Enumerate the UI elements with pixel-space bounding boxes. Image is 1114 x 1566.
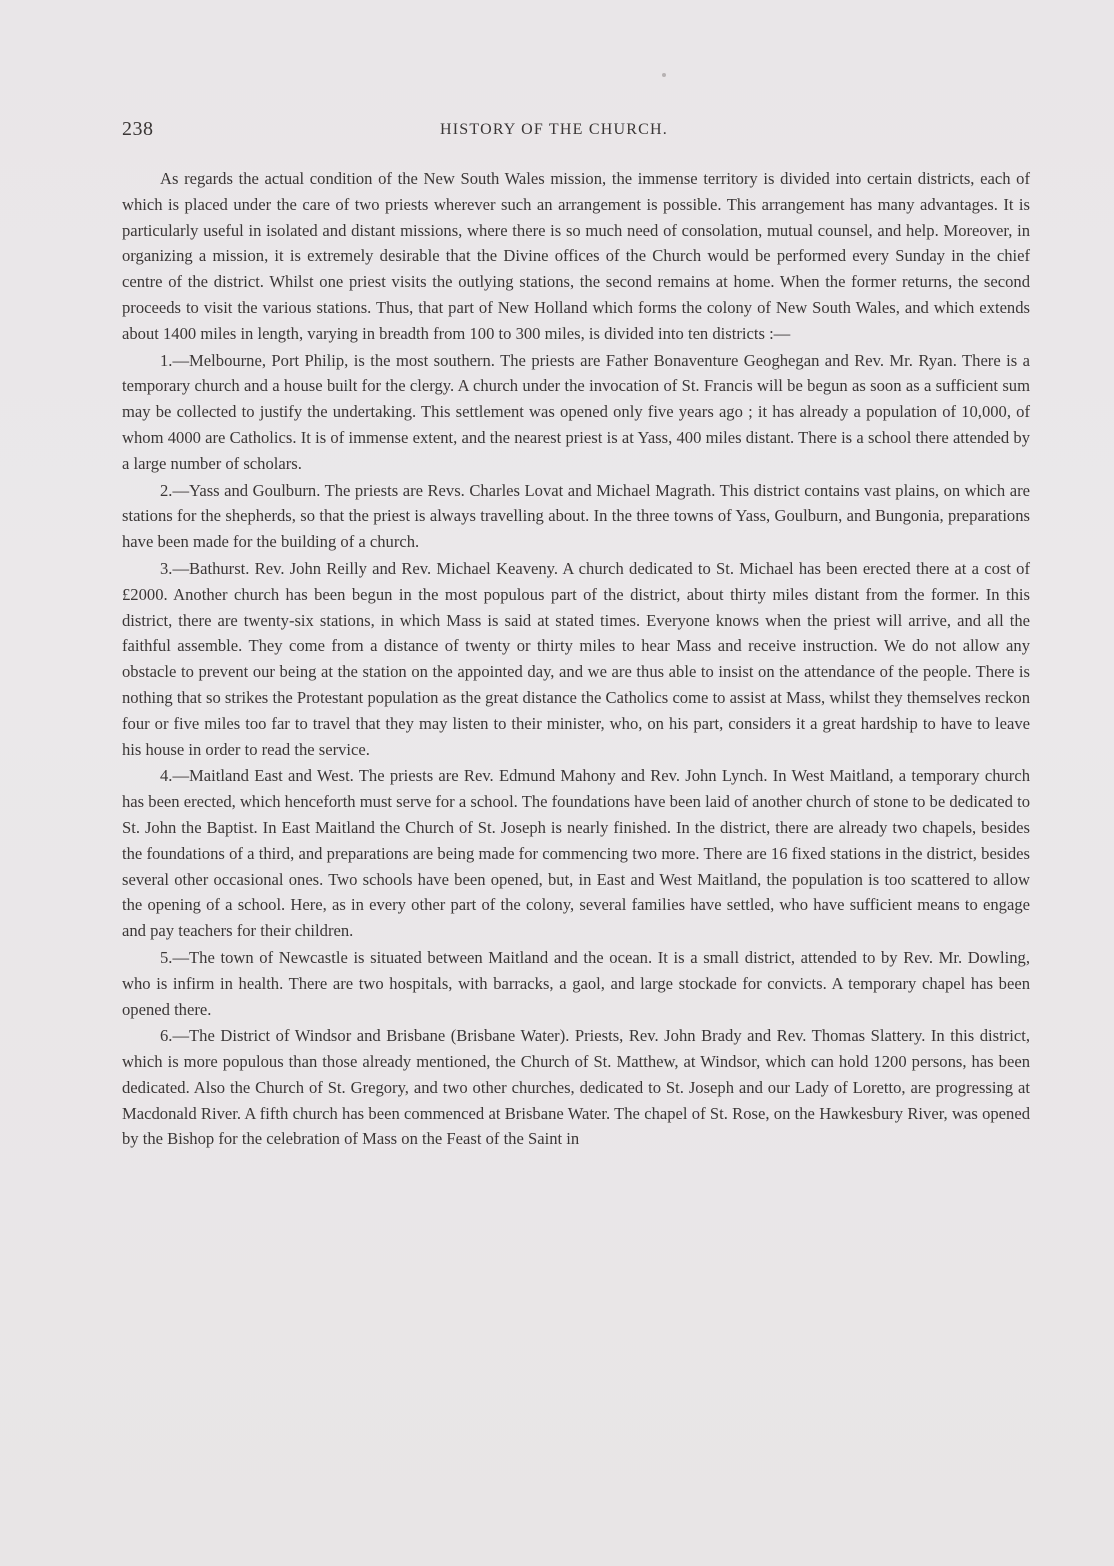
- paper-speck: [662, 73, 666, 77]
- running-head: HISTORY OF THE CHURCH.: [440, 121, 668, 138]
- page-header: [122, 118, 992, 144]
- paragraph-intro: As regards the actual condition of the New South Wales mission, the immense territory is divided into certain districts, each of which is placed under the care of two priests wherever such an arrangement is possible. This arrangement has many advantages. It is particularly useful in isolated and distant missions, where there is so much need of consolation, mutual counsel, and help. Moreover, in organizing a mission, it is extremely desirable that the Divine offices of the Church would be performed every Sunday in the chief centre of the district. Whilst one priest visits the outlying stations, the second remains at home. When the former returns, the second proceeds to visit the various stations. Thus, that part of New Holland which forms the colony of New South Wales, and which extends about 1400 miles in length, varying in breadth from 100 to 300 miles, is divided into ten districts :—: [122, 169, 1030, 343]
- body-text: [122, 166, 1030, 1153]
- paragraph-district-4: 4.—Maitland East and West. The priests are Rev. Edmund Mahony and Rev. John Lynch. In West Maitland, a temporary church has been erected, which henceforth must serve for a school. The foundations have been laid of another church of stone to be dedicated to St. John the Baptist. In East Maitland the Church of St. Joseph is nearly finished. In the district, there are already two chapels, besides the foundations of a third, and preparations are being made for commencing two more. There are 16 fixed stations in the district, besides several other occasional ones. Two schools have been opened, but, in East and West Maitland, the population is too scattered to allow the opening of a school. Here, as in every other part of the colony, several families have settled, who have sufficient means to engage and pay teachers for their children.: [122, 766, 1030, 941]
- paragraph-district-5: 5.—The town of Newcastle is situated between Maitland and the ocean. It is a small district, attended to by Rev. Mr. Dowling, who is infirm in health. There are two hospitals, with barracks, a gaol, and large stockade for convicts. A temporary chapel has been opened there.: [122, 947, 1030, 1019]
- page-number: 238: [122, 118, 154, 140]
- paragraph-district-1: 1.—Melbourne, Port Philip, is the most southern. The priests are Father Bonaventure Geoghegan and Rev. Mr. Ryan. There is a temporary church and a house built for the clergy. A church under the invocation of St. Francis will be begun as soon as a sufficient sum may be collected to justify the undertaking. This settlement was opened only five years ago ; it has already a population of 10,000, of whom 4000 are Catholics. It is of immense extent, and the nearest priest is at Yass, 400 miles distant. There is a school there attended by a large number of scholars.: [122, 350, 1030, 473]
- paragraph-district-6: 6.—The District of Windsor and Brisbane (Brisbane Water). Priests, Rev. John Brady and Rev. Thomas Slattery. In this district, which is more populous than those already mentioned, the Church of St. Matthew, at Windsor, which can hold 1200 persons, has been dedicated. Also the Church of St. Gregory, and two other churches, dedicated to St. Joseph and our Lady of Loretto, are progressing at Macdonald River. A fifth church has been commenced at Brisbane Water. The chapel of St. Rose, on the Hawkesbury River, was opened by the Bishop for the celebration of Mass on the Feast of the Saint in: [122, 1026, 1030, 1149]
- paragraph-district-3: 3.—Bathurst. Rev. John Reilly and Rev. Michael Keaveny. A church dedicated to St. Michael has been erected there at a cost of £2000. Another church has been begun in the most populous part of the district, about thirty miles distant from the former. In this district, there are twenty-six stations, in which Mass is said at stated times. Everyone knows when the priest will arrive, and all the faithful assemble. They come from a distance of twenty or thirty miles to hear Mass and receive instruction. We do not allow any obstacle to prevent our being at the station on the appointed day, and we are thus able to insist on the attendance of the people. There is nothing that so strikes the Protestant population as the great distance the Catholics come to assist at Mass, whilst they themselves reckon four or five miles too far to travel that they may listen to their minister, who, on his part, considers it a great hardship to have to leave his house in order to read the service.: [122, 558, 1030, 759]
- paragraph-district-2: 2.—Yass and Goulburn. The priests are Revs. Charles Lovat and Michael Magrath. This district contains vast plains, on which are stations for the shepherds, so that the priest is always travelling about. In the three towns of Yass, Goulburn, and Bungonia, preparations have been made for the building of a church.: [122, 480, 1030, 552]
